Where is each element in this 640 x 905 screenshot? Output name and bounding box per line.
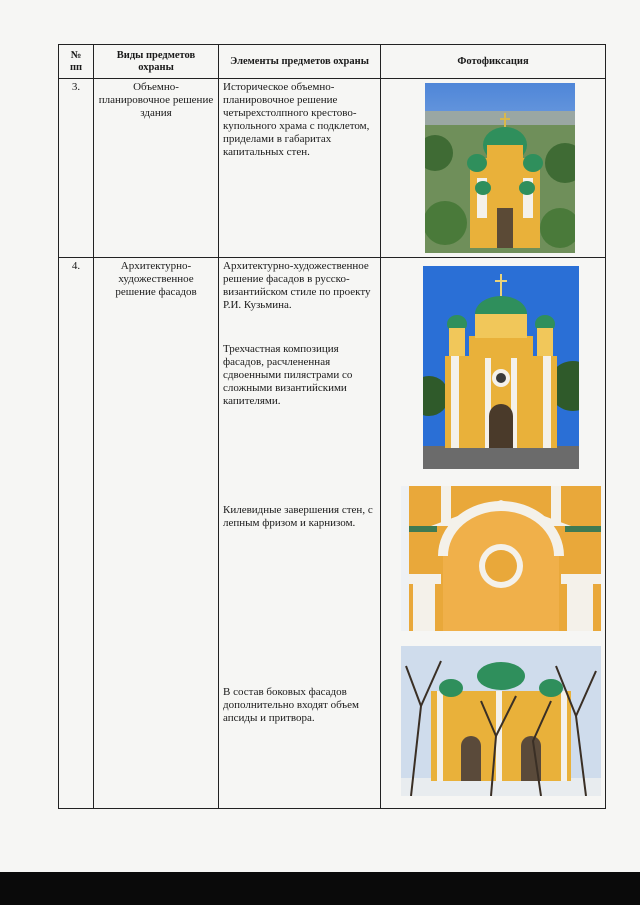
protection-table	[58, 44, 606, 809]
table-row	[59, 258, 606, 809]
table-row	[59, 79, 606, 258]
side-facade-image	[401, 646, 601, 796]
scan-edge	[0, 872, 640, 905]
row-elements	[219, 258, 381, 809]
element-text: Килевидные завершения стен, с лепным фризом и карнизом.	[223, 504, 373, 529]
header-photo: Фотофиксация	[381, 45, 606, 79]
row-kind: Архитектурно-художественное решение фасадов	[94, 258, 219, 809]
element-text: Архитектурно-художественное решение фасадов в русско-византийском стиле по проекту Р.И. Кузьмина.	[223, 260, 371, 311]
element-text: Историческое объемно-планировочное решение четырехстолпного крестово-купольного храма с подклетом, приделами в габаритах капитальных стен.	[223, 81, 370, 158]
table-header-row	[59, 45, 606, 79]
header-elements: Элементы предметов охраны	[219, 45, 381, 79]
row-kind: Объемно-планировочное решение здания	[94, 79, 219, 258]
photo-cathedral-front	[423, 266, 579, 469]
row-num: 4.	[59, 258, 94, 809]
photo-facade-detail	[401, 486, 601, 631]
facade-detail-image	[401, 486, 601, 631]
element-text: В состав боковых фасадов дополнительно входят объем апсиды и притвора.	[223, 686, 359, 724]
header-num: № пп	[59, 45, 94, 79]
row-photos	[381, 258, 606, 809]
cathedral-aerial-image	[425, 83, 575, 253]
row-elements	[219, 79, 381, 258]
row-num: 3.	[59, 79, 94, 258]
element-text: Трехчастная композиция фасадов, расчлененная сдвоенными пилястрами со сложными византийскими капителями.	[223, 343, 353, 407]
row-photos	[381, 79, 606, 258]
photo-side-facade	[401, 646, 601, 796]
photo-cathedral-aerial	[425, 83, 575, 253]
header-kind: Виды предметов охраны	[94, 45, 219, 79]
cathedral-front-image	[423, 266, 579, 469]
